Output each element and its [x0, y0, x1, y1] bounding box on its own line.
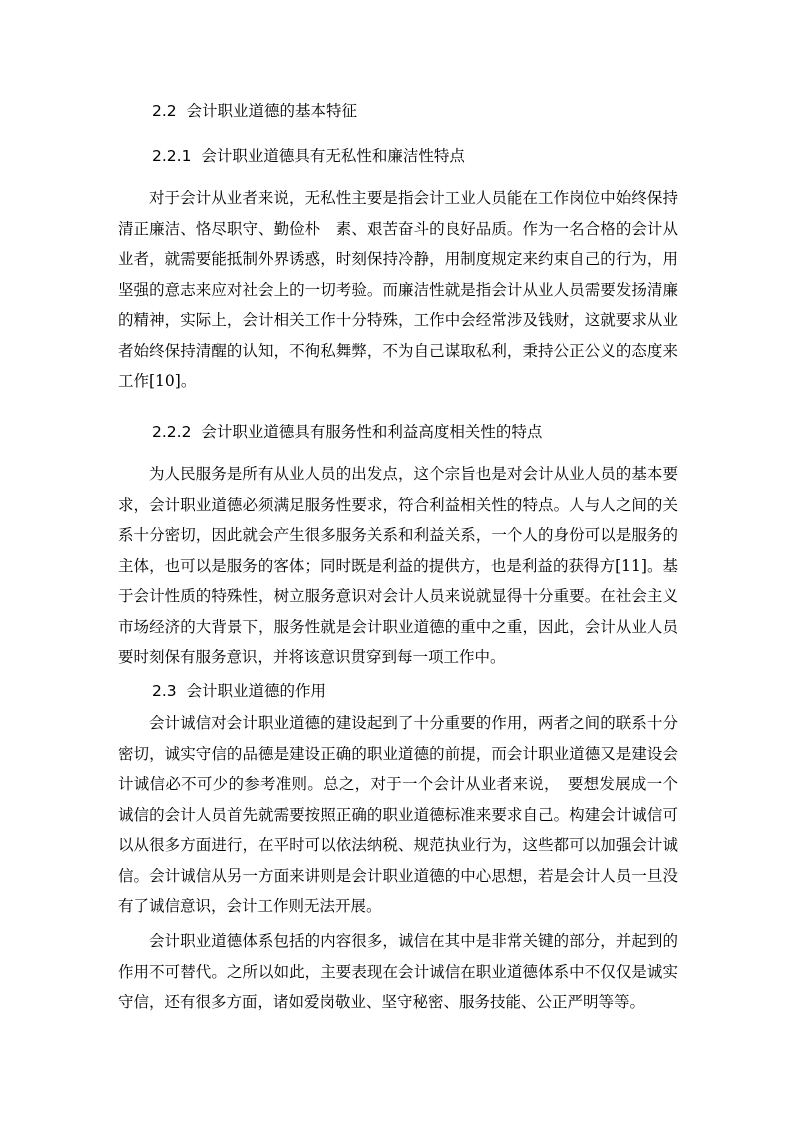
section-title: 会计职业道德具有无私性和廉洁性特点 [201, 147, 465, 165]
section-heading-2-3 [152, 681, 326, 701]
paragraph-2-3-2: 会计职业道德体系包括的内容很多，诚信在其中是非常关键的部分，并起到的作用不可替代。之所以如此，主要表现在会计诚信在职业道德体系中不仅仅是诚实守信，还有很多方面，诸如爱岗敬业、坚守秘密、服务技能、公正严明等等。 [118, 932, 678, 1011]
section-number: 2.2 [152, 102, 177, 120]
section-heading-2-2-1 [152, 146, 465, 166]
paragraph-2-2-1: 对于会计从业者来说，无私性主要是指会计工业人员能在工作岗位中始终保持清正廉洁、恪尽职守、勤俭朴 素、艰苦奋斗的良好品质。作为一名合格的会计从业者，就需要能抵制外界诱惑，时刻保持冷静，用制度规定来约束自己的行为，用坚强的意志来应对社会上的一切考验。而廉洁性就是指会计从业人员需要发扬清廉的精神，实际上，会计相关工作十分特殊，工作中会经常涉及钱财，这就要求从业者始终保持清醒的认知，不徇私舞弊，不为自己谋取私利，秉持公正公义的态度来工作[10]。 [118, 189, 678, 390]
section-number: 2.2.2 [152, 423, 192, 441]
section-heading-2-2 [152, 101, 357, 121]
section-number: 2.3 [152, 682, 177, 700]
section-title: 会计职业道德具有服务性和利益高度相关性的特点 [201, 423, 543, 441]
section-title: 会计职业道德的基本特征 [186, 102, 358, 120]
section-heading-2-2-2 [152, 422, 542, 442]
paragraph-2-3-1: 会计诚信对会计职业道德的建设起到了十分重要的作用，两者之间的联系十分密切，诚实守信的品德是建设正确的职业道德的前提，而会计职业道德又是建设会计诚信必不可少的参考准则。总之，对于一个会计从业者来说， 要想发展成一个诚信的会计人员首先就需要按照正确的职业道德标准来要求自己。构建会计诚信可以从很多方面进行，在平时可以依法纳税、规范执业行为，这些都可以加强会计诚信。会计诚信从另一方面来讲则是会计职业道德的中心思想，若是会计人员一旦没有了诚信意识，会计工作则无法开展。 [118, 714, 678, 915]
paragraph-2-2-2: 为人民服务是所有从业人员的出发点，这个宗旨也是对会计从业人员的基本要求，会计职业道德必须满足服务性要求，符合利益相关性的特点。人与人之间的关系十分密切，因此就会产生很多服务关系和利益关系，一个人的身份可以是服务的主体，也可以是服务的客体；同时既是利益的提供方，也是利益的获得方[11]。基于会计性质的特殊性，树立服务意识对会计人员来说就显得十分重要。在社会主义市场经济的大背景下，服务性就是会计职业道德的重中之重，因此，会计从业人员要时刻保有服务意识，并将该意识贯穿到每一项工作中。 [118, 465, 678, 666]
section-number: 2.2.1 [152, 147, 192, 165]
section-title: 会计职业道德的作用 [186, 682, 327, 700]
